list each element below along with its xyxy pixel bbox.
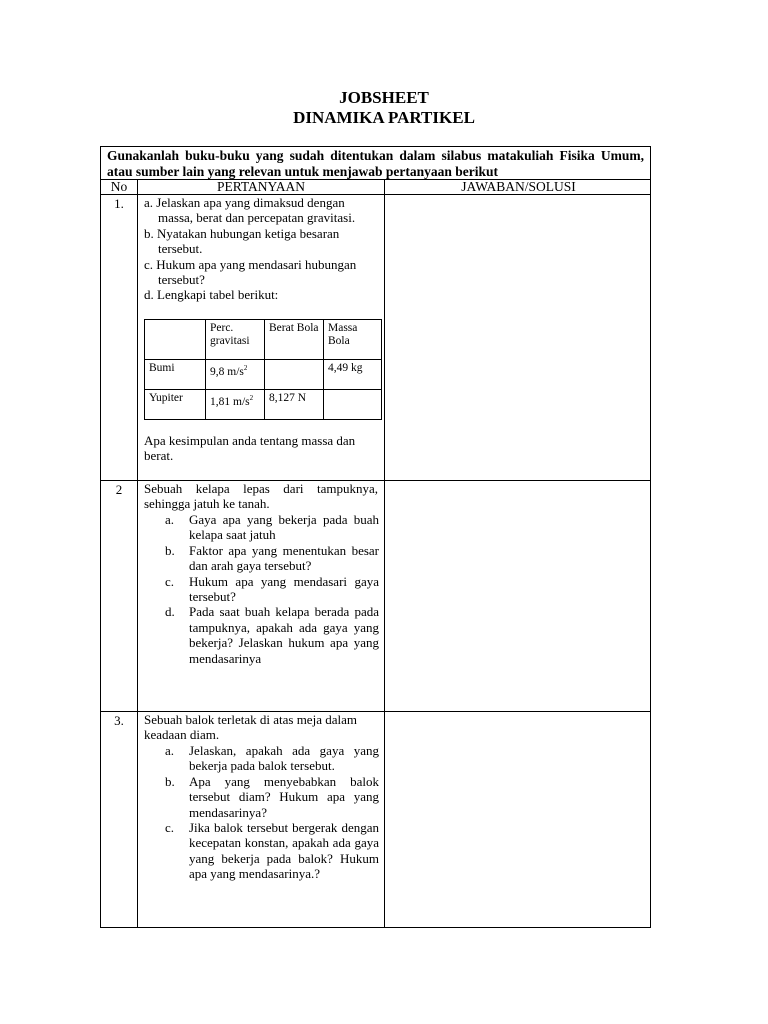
answer-cell-2[interactable] <box>385 481 652 711</box>
document-subtitle: DINAMIKA PARTIKEL <box>293 108 475 127</box>
gravity-table-cell: 8,127 N <box>265 390 324 420</box>
question-2d <box>165 604 379 666</box>
question-3c <box>165 820 379 882</box>
question-1-parts <box>144 195 378 303</box>
answer-cell-3[interactable] <box>385 712 652 927</box>
item-text: Jelaskan, apakah ada gaya yang bekerja pada balok tersebut. <box>189 743 379 774</box>
gravity-table-header: Berat Bola <box>265 320 324 360</box>
column-divider <box>137 179 138 927</box>
gravity-table-corner <box>145 320 206 360</box>
question-2-items <box>165 512 379 666</box>
gravity-table-header: Perc. gravitasi <box>206 320 265 360</box>
question-2b <box>165 542 379 574</box>
document-title: JOBSHEET <box>339 88 429 107</box>
gravity-table-header: Massa Bola <box>324 320 382 360</box>
item-label: a. <box>165 743 175 758</box>
gravity-table-cell <box>324 390 382 420</box>
question-2-lead: Sebuah kelapa lepas dari tampuknya, sehingga jatuh ke tanah. <box>144 481 378 512</box>
item-label: c. <box>165 820 175 836</box>
instructions: Gunakanlah buku-buku yang sudah ditentukan dalam silabus matakuliah Fisika Umum, atau sumber lain yang relevan untuk menjawab pertanyaan berikut <box>107 148 644 179</box>
answer-cell-1[interactable] <box>385 195 652 480</box>
header-question: PERTANYAAN <box>216 179 306 194</box>
gravity-table-cell: Bumi <box>145 360 206 390</box>
question-1b: b. Nyatakan hubungan ketiga besaran tersebut. <box>144 225 340 257</box>
question-1d: d. Lengkapi tabel berikut: <box>144 287 279 303</box>
item-label: a. <box>165 512 175 527</box>
question-1-conclusion: Apa kesimpulan anda tentang massa dan berat. <box>144 433 356 464</box>
item-label: c. <box>165 573 175 589</box>
item-text: Apa yang menyebabkan balok tersebut diam? Hukum apa yang mendasarinya? <box>189 773 379 820</box>
jobsheet-table <box>100 146 651 928</box>
gravity-table-cell <box>265 360 324 390</box>
question-3b <box>165 773 379 820</box>
item-label: b. <box>165 773 175 789</box>
header-answer: JAWABAN/SOLUSI <box>461 179 576 194</box>
gravity-table-cell: Yupiter <box>145 390 206 420</box>
question-3-items <box>165 743 379 882</box>
question-3-number: 3. <box>114 713 124 728</box>
gravity-table-cell <box>206 360 265 390</box>
question-2a <box>165 512 379 543</box>
header-no: No <box>110 179 128 194</box>
question-2c <box>165 573 379 605</box>
question-1a: a. Jelaskan apa yang dimaksud dengan massa, berat dan percepatan gravitasi. <box>144 195 356 226</box>
gravity-table-cell <box>206 390 265 420</box>
item-text: Hukum apa yang mendasari gaya tersebut? <box>189 573 379 605</box>
gravity-unit-exponent: 2 <box>249 394 254 402</box>
item-text: Pada saat buah kelapa berada pada tampuknya, apakah ada gaya yang bekerja? Jelaskan hukum apa yang mendasarinya <box>189 604 379 666</box>
question-1-number: 1. <box>114 196 124 211</box>
question-2-number: 2 <box>115 482 123 497</box>
question-1c: c. Hukum apa yang mendasari hubungan tersebut? <box>144 256 357 288</box>
item-text: Faktor apa yang menentukan besar dan arah gaya tersebut? <box>189 542 379 574</box>
gravity-value: 9,8 m/s <box>210 365 244 378</box>
item-label: d. <box>165 604 175 620</box>
gravity-value: 1,81 m/s <box>210 395 250 408</box>
gravity-table <box>144 319 382 420</box>
question-3a <box>165 743 379 774</box>
gravity-unit-exponent: 2 <box>243 364 248 372</box>
item-text: Gaya apa yang bekerja pada buah kelapa saat jatuh <box>189 512 379 543</box>
item-label: b. <box>165 542 175 558</box>
gravity-table-cell: 4,49 kg <box>324 360 382 390</box>
question-3-lead: Sebuah balok terletak di atas meja dalam keadaan diam. <box>144 712 357 743</box>
item-text: Jika balok tersebut bergerak dengan kecepatan konstan, apakah ada gaya yang bekerja pada balok? Hukum apa yang mendasarinya.? <box>189 820 379 882</box>
